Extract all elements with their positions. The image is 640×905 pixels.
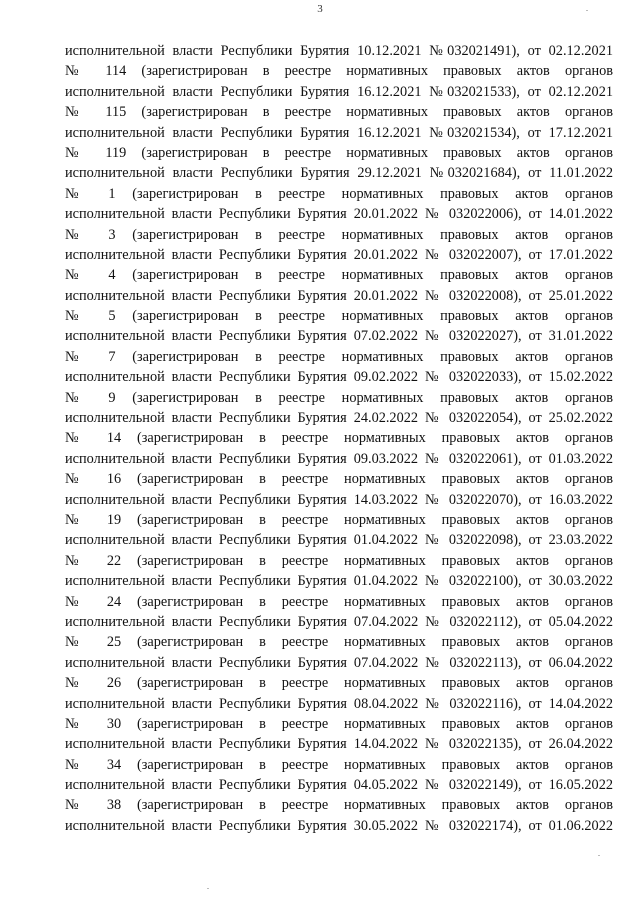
text-line: № 5 (зарегистрирован в реестре нормативных правовых актов органов: [65, 308, 613, 325]
text-line: № 7 (зарегистрирован в реестре нормативных правовых актов органов: [65, 348, 613, 365]
page-number: 3: [317, 3, 323, 15]
text-line: исполнительной власти Республики Бурятия 16.12.2021 №032021533), от 02.12.2021: [65, 83, 613, 100]
text-line: № 16 (зарегистрирован в реестре нормативных правовых актов органов: [65, 471, 613, 488]
text-line: исполнительной власти Республики Бурятия 16.12.2021 №032021534), от 17.12.2021: [65, 124, 613, 141]
text-line: исполнительной власти Республики Бурятия 29.12.2021 №032021684), от 11.01.2022: [65, 165, 613, 182]
text-line: исполнительной власти Республики Бурятия 14.03.2022 № 032022070), от 16.03.2022: [65, 491, 613, 508]
text-line: № 24 (зарегистрирован в реестре нормативных правовых актов органов: [65, 593, 613, 610]
text-line: исполнительной власти Республики Бурятия 24.02.2022 № 032022054), от 25.02.2022: [65, 410, 613, 427]
text-line: исполнительной власти Республики Бурятия 01.04.2022 № 032022100), от 30.03.2022: [65, 573, 613, 590]
text-line: исполнительной власти Республики Бурятия 09.02.2022 № 032022033), от 15.02.2022: [65, 369, 613, 386]
text-line: № 1 (зарегистрирован в реестре нормативных правовых актов органов: [65, 185, 613, 202]
scan-speck: [598, 855, 600, 856]
text-line: исполнительной власти Республики Бурятия 07.04.2022 № 032022112), от 05.04.2022: [65, 613, 613, 630]
text-line: № 114 (зарегистрирован в реестре нормативных правовых актов органов: [65, 63, 613, 80]
text-line: № 9 (зарегистрирован в реестре нормативных правовых актов органов: [65, 389, 613, 406]
text-line: № 115 (зарегистрирован в реестре нормативных правовых актов органов: [65, 104, 613, 121]
text-line: исполнительной власти Республики Бурятия 07.04.2022 № 032022113), от 06.04.2022: [65, 654, 613, 671]
document-body: [65, 41, 613, 836]
text-line: исполнительной власти Республики Бурятия 08.04.2022 № 032022116), от 14.04.2022: [65, 695, 613, 712]
text-line: исполнительной власти Республики Бурятия 07.02.2022 № 032022027), от 31.01.2022: [65, 328, 613, 345]
text-line: № 34 (зарегистрирован в реестре нормативных правовых актов органов: [65, 756, 613, 773]
text-line: исполнительной власти Республики Бурятия 30.05.2022 № 032022174), от 01.06.2022: [65, 817, 613, 834]
scan-speck: [207, 888, 209, 889]
text-line: исполнительной власти Республики Бурятия 04.05.2022 № 032022149), от 16.05.2022: [65, 777, 613, 794]
text-line: исполнительной власти Республики Бурятия 20.01.2022 № 032022006), от 14.01.2022: [65, 206, 613, 223]
text-line: исполнительной власти Республики Бурятия 10.12.2021 №032021491), от 02.12.2021: [65, 43, 613, 59]
text-line: № 119 (зарегистрирован в реестре нормативных правовых актов органов: [65, 144, 613, 161]
text-line: исполнительной власти Республики Бурятия 20.01.2022 № 032022007), от 17.01.2022: [65, 246, 613, 263]
text-line: исполнительной власти Республики Бурятия 20.01.2022 № 032022008), от 25.01.2022: [65, 287, 613, 304]
scan-speck: [586, 10, 588, 11]
text-line: № 22 (зарегистрирован в реестре нормативных правовых актов органов: [65, 552, 613, 569]
text-line: № 4 (зарегистрирован в реестре нормативных правовых актов органов: [65, 267, 613, 284]
text-line: № 25 (зарегистрирован в реестре нормативных правовых актов органов: [65, 634, 613, 651]
text-line: № 14 (зарегистрирован в реестре нормативных правовых актов органов: [65, 430, 613, 447]
text-line: № 19 (зарегистрирован в реестре нормативных правовых актов органов: [65, 511, 613, 528]
text-line: № 38 (зарегистрирован в реестре нормативных правовых актов органов: [65, 797, 613, 814]
text-line: № 26 (зарегистрирован в реестре нормативных правовых актов органов: [65, 675, 613, 692]
text-line: № 30 (зарегистрирован в реестре нормативных правовых актов органов: [65, 715, 613, 732]
text-line: исполнительной власти Республики Бурятия 09.03.2022 № 032022061), от 01.03.2022: [65, 450, 613, 467]
text-line: исполнительной власти Республики Бурятия 01.04.2022 № 032022098), от 23.03.2022: [65, 532, 613, 549]
text-line: № 3 (зарегистрирован в реестре нормативных правовых актов органов: [65, 226, 613, 243]
text-line: исполнительной власти Республики Бурятия 14.04.2022 № 032022135), от 26.04.2022: [65, 736, 613, 753]
